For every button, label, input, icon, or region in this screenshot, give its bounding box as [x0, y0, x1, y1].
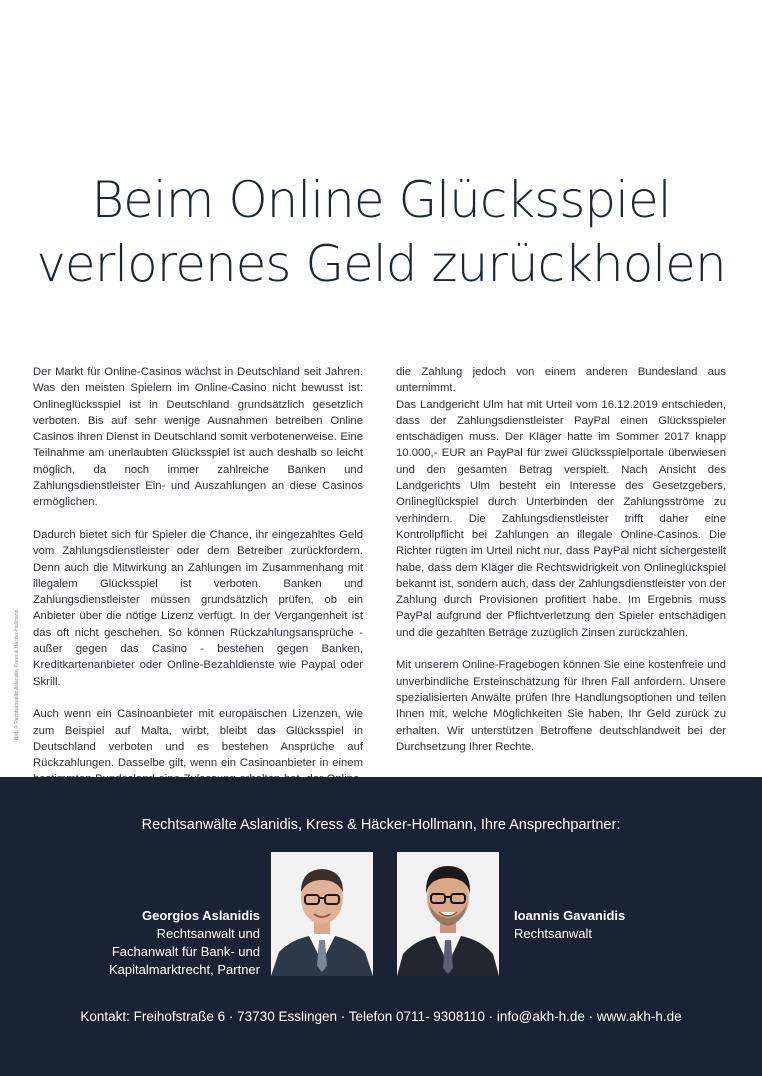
headline-line-1: Beim Online Glücksspiel [91, 171, 671, 229]
paragraph: die Zahlung jedoch von einem anderen Bundesland aus unternimmt. [396, 366, 726, 395]
person-title: Rechtsanwalt [514, 926, 593, 941]
person-title: Kapitalmarktrecht, Partner [108, 962, 260, 977]
person-title: Rechtsanwalt und [156, 926, 260, 941]
paragraph: Auch wenn ein Casinoanbieter mit europäischen Lizenzen, wie zum Beispiel auf Malta, wirbt, bleibt das Glücksspiel in Deutschland verboten und es bestehen Ansprüche auf Rückzahlungen. Dasselbe gilt, wenn ein Casinoanbieter in einem [33, 708, 363, 770]
article-column-right [396, 364, 726, 755]
partners-title: Rechtsanwälte Aslanidis, Kress & Häcker-Hollmann, Ihre Ansprechpartner: [141, 817, 621, 833]
person-name: Georgios Aslanidis [142, 908, 260, 923]
person-portrait-icon [271, 852, 373, 976]
contact-footer [0, 777, 762, 1076]
paragraph: Der Markt für Online-Casinos wächst in Deutschland seit Jahren. Was den meisten Spielern im Online-Casino nicht bewusst ist: Onlineglücksspiel ist in Deutschland grundsätzlich gesetzlich verboten. Bis auf sehr wenige Ausnahmen betreiben Online Casinos ihren Dienst in Deutschland somit verbotenerweise. Eine Teilnahme am unerlaubten Glücksspiel ist auch deshalb so leicht möglich, da noch immer zahlreiche Banken und Zahlungsdienstleister Ein- und Auszahlungen an diese Casinos ermöglichen. [33, 366, 363, 509]
headline-line-2: verlorenes Geld zurückholen [36, 235, 726, 293]
paragraph: Mit unserem Online-Fragebogen können Sie eine kostenfreie und unverbindliche Ersteinschätzung für Ihren Fall anfordern. Unsere spezialisierten Anwälte prüfen Ihre Handlungsoptionen und teilen Ihnen mit, welche Möglichkeiten Sie haben, Ihr Geld zurück zu erhalten. Wir unterstützen Betroffene deutschlandweit bei der Durchsetzung Ihrer Rechte. [396, 659, 726, 753]
photo-credit: Bild: © Rechtsanwälte Aslanidis, Kress & Häcker-Hollmann [14, 609, 20, 740]
paragraph: Das Landgericht Ulm hat mit Urteil vom 16.12.2019 entschieden, dass der Zahlungsdienstleister PayPal einen Glücksspieler entschädigen muss. Der Kläger hatte im Sommer 2017 knapp 10.000,- EUR an PayPal für zwei Glücksspielportale überwiesen und den gesamten Betrag verspielt. Nach Ansicht des Landgerichts Ulm besteht ein Interesse des Gesetzgebers, Onlineglückspiel durch Unterbinden der Zahlungsströme zu verhindern. Die Zahlungsdienstleister trifft daher eine Kontrollpflicht bei Zahlungen an illegale Online-Casinos. Die Richter rügten im Urteil nicht nur, dass PayPal nicht sichergestellt habe, dass dem Kläger die Rechtswidrigkeit von Onlineglückspiel bekannt ist, sondern auch, dass der Zahlungsdienstleister von der Zahlung durch Provisionen profitiert habe. Im Ergebnis muss PayPal aufgrund der Pflichtverletzung den Spieler entschädigen und die gezahlten Beträge zuzüglich Zinsen zurückzahlen. [396, 398, 726, 639]
person-info-gavanidis [514, 907, 625, 943]
headline [0, 168, 762, 296]
person-portrait-icon [397, 852, 499, 976]
contact-line: Kontakt: Freihofstraße 6 · 73730 Esslingen · Telefon 0711- 9308110 · info@akh-h.de · www.akh-h.de [80, 1009, 682, 1024]
person-name: Ioannis Gavanidis [514, 908, 626, 923]
article-column-left [33, 364, 363, 804]
person-title: Fachanwalt für Bank- und [111, 944, 260, 959]
paragraph: Dadurch bietet sich für Spieler die Chance, ihr eingezahltes Geld vom Zahlungsdienstleister oder dem Betreiber zurückfordern. Denn auch die Mitwirkung an Zahlungen im Zusammenhang mit illegalem Glücksspiel ist verboten. Banken und Zahlungsdienstleister müssen grundsätzlich prüfen, ob ein Anbieter über die nötige Lizenz verfügt. In der Vergangenheit ist das oft nicht geschehen. So können Rückzahlungsansprüche - außer gegen das Casino - bestehen gegen Banken, Kreditkartenanbieter oder Online-Bezahldienste wie Paypal oder Skrill. [33, 528, 363, 688]
person-info-aslanidis [109, 907, 260, 979]
portrait-photo-aslanidis [271, 852, 373, 976]
portrait-photo-gavanidis [397, 852, 499, 976]
